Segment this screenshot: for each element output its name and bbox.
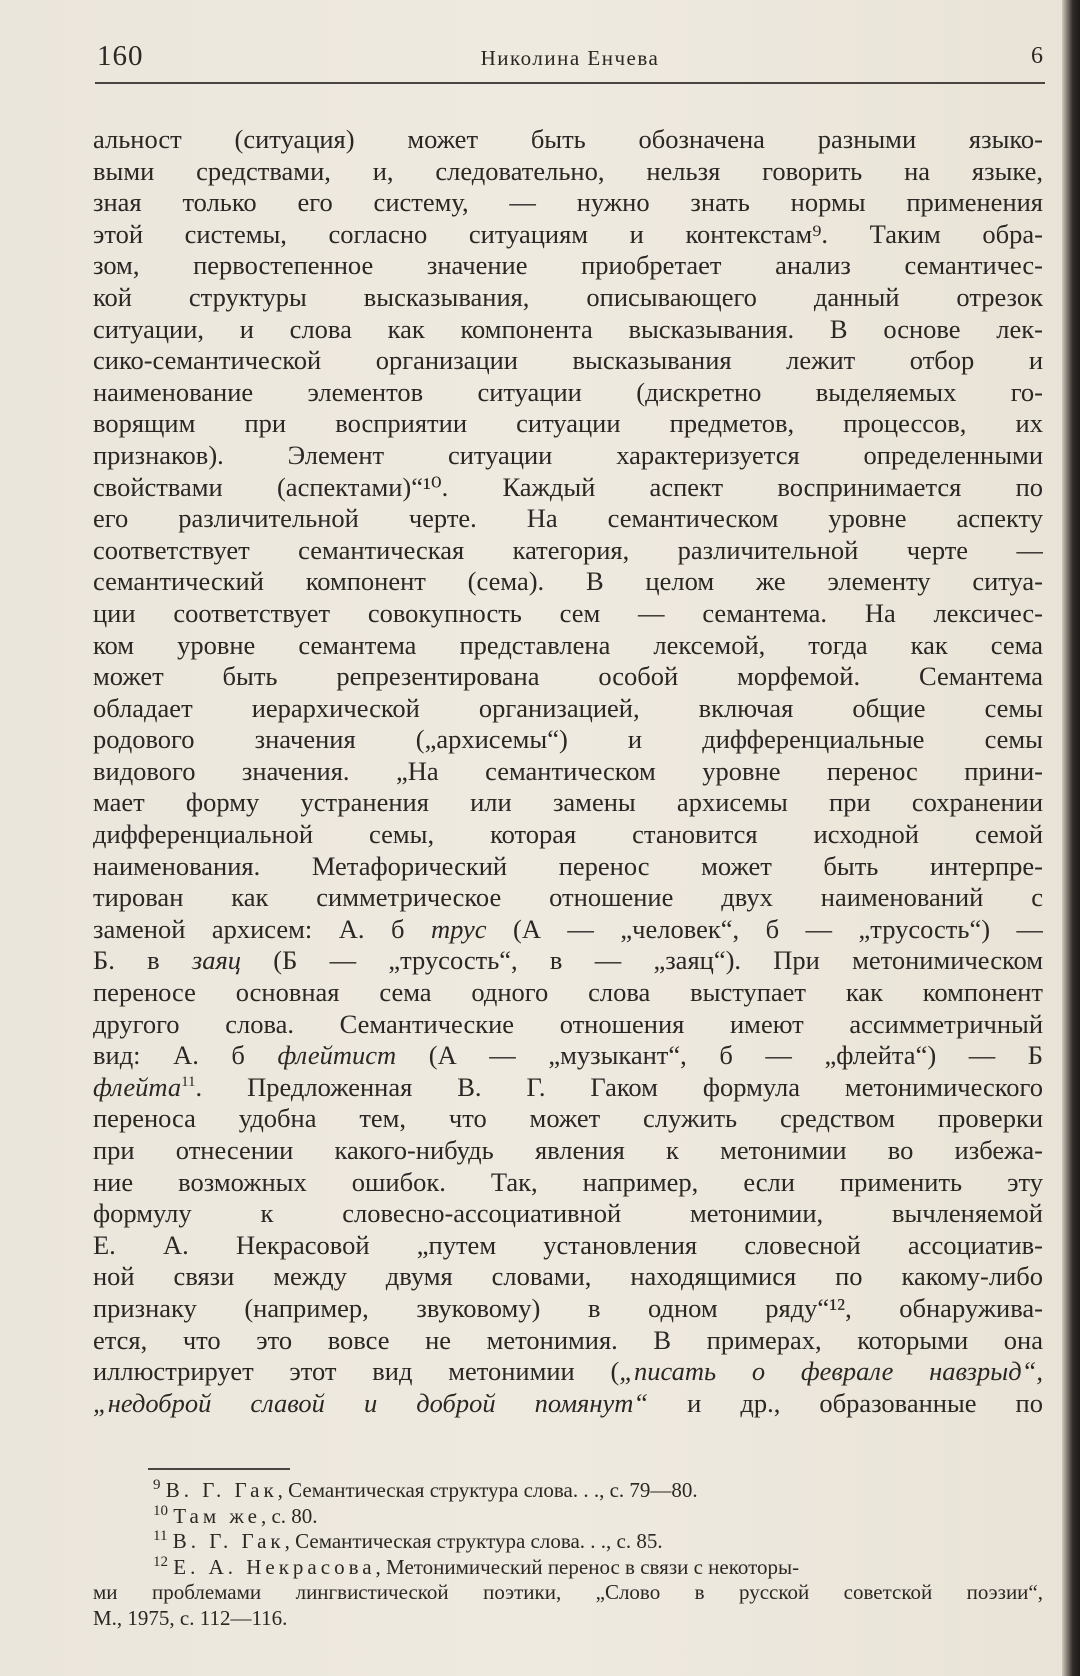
text-line [93,1072,1043,1104]
footnote-9 [93,1478,1043,1504]
text-line: ком уровне семантема представлена лексемой, тогда как сема [93,629,1043,660]
text-line: дифференциальной семы, которая становится исходной семой [93,819,1043,850]
running-header [95,38,1045,84]
text-run: и др., образованные по [648,1387,1043,1418]
text-line [93,914,1043,946]
footnote-separator [148,1468,290,1470]
footnote-author: В. Г. Гак [172,1529,285,1553]
footnote-ref: 11 [181,1073,196,1090]
footnote-number: 12 [153,1553,168,1570]
text-line: обладает иерархической организацией, включая общие семы [93,692,1043,723]
text-line: ции соответствует совокупность сем — семантема. На лексичес- [93,597,1043,628]
text-line: ной связи между двумя словами, находящимися по какому-либо [93,1261,1043,1292]
text-run: Б. в [93,945,192,976]
text-line [93,1040,1043,1072]
footnote-12 [93,1555,1043,1581]
text-line: при отнесении какого-нибудь явления к метонимии во избежа- [93,1135,1043,1165]
footnote-number: 11 [153,1528,168,1544]
section-number: 6 [1031,43,1043,69]
text-line: выми средствами, и, следовательно, нельзя говорить на языке, [93,155,1043,186]
text-line: мает форму устранения или замены архисемы при сохранении [93,787,1043,818]
footnote-11 [93,1529,1043,1555]
text-line: может быть репрезентирована особой морфемой. Семантема [93,661,1043,692]
text-line: ние возможных ошибок. Так, например, если применить эту [93,1166,1043,1197]
text-line: формулу к словесно-ассоциативной метонимии, вычленяемой [93,1198,1043,1229]
text-run: (А — „человек“, б — „трусость“) — [486,913,1043,944]
example-word: заяц [191,945,242,976]
text-line: переноса удобна тем, что может служить средством проверки [93,1103,1043,1134]
text-line: тирован как симметрическое отношение двух наименований с [93,882,1043,913]
footnote-number: 10 [153,1502,168,1519]
footnote-number: 9 [153,1477,161,1493]
text-line: свойствами (аспектами)“¹⁰. Каждый аспект воспринимается по [93,471,1043,502]
text-line: сико-семантической организации высказывания лежит отбор и [93,345,1043,376]
footnote-text: , Семантическая структура слова. . ., с. 79—80. [277,1478,698,1502]
text-line: кой структуры высказывания, описывающего данный отрезок [93,281,1043,312]
text-run: (А — „музыкант“, б — „флейта“) — Б [396,1040,1043,1071]
text-line: наименование элементов ситуации (дискретно выделяемых го- [93,376,1043,407]
text-run: вид: А. б [93,1040,278,1071]
text-line: его различительной черте. На семантическом уровне аспекту [93,503,1043,534]
text-line: соответствует семантическая категория, различительной черте — [93,534,1043,565]
text-line [93,1356,1043,1388]
example-word: флейта [93,1071,182,1102]
text-line: ворящим при восприятии ситуации предметов, процессов, их [93,408,1043,439]
text-run: . Предложенная В. Г. Гаком формула метонимического [195,1071,1043,1102]
text-line: ситуации, и слова как компонента высказывания. В основе лек- [93,313,1043,344]
text-run: иллюстрирует этот вид метонимии ( [93,1356,620,1387]
text-line: признаков). Элемент ситуации характеризуется определенными [93,439,1043,470]
text-line: зом, первостепенное значение приобретает анализ семантичес- [93,250,1043,281]
example-quote: „недоброй славой и доброй помянут“ [93,1387,649,1418]
footnote-author: Е. А. Некрасова [173,1554,376,1579]
text-run: (Б — „трусость“, в — „заяц“). При метонимическом [241,945,1043,976]
footnote-text: , Семантическая структура слова. . ., с. 85. [284,1529,663,1553]
text-line: семантический компонент (сема). В целом же элементу ситуа- [93,566,1043,597]
text-line: наименования. Метафорический перенос может быть интерпре- [93,850,1043,881]
footnote-12-continued: ми проблемами лингвистической поэтики, „Слово в русской советской поэзии“, [93,1580,1043,1604]
text-line: другого слова. Семантические отношения имеют ассимметричный [93,1008,1043,1039]
page-number: 160 [97,40,144,72]
example-quote: „писать о феврале навзрыд“, [619,1356,1043,1387]
text-line: альност (ситуация) может быть обозначена разными языко- [93,124,1043,154]
text-line [93,945,1043,977]
text-line: признаку (например, звуковому) в одном ряду“¹², обнаружива- [93,1292,1043,1323]
text-line [93,1388,1043,1420]
footnote-author: Там же [173,1503,261,1528]
text-line: переносе основная сема одного слова выступает как компонент [93,977,1043,1008]
example-word: флейтист [277,1040,397,1071]
text-line: родового значения („архисемы“) и дифференциальные семы [93,724,1043,755]
example-word: трус [430,913,487,944]
text-line: зная только его систему, — нужно знать нормы применения [93,187,1043,218]
text-line: видового значения. „На семантическом уровне перенос прини- [93,755,1043,786]
body-text [93,124,1043,1419]
text-line: Е. А. Некрасовой „путем установления словесной ассоциатив- [93,1229,1043,1260]
footnote-text: , Метонимический перенос в связи с некоторы- [375,1554,800,1579]
book-spine-shadow [1062,0,1080,1676]
footnote-10 [93,1504,1043,1530]
text-line: ется, что это вовсе не метонимия. В примерах, которыми она [93,1324,1043,1355]
text-run: заменой архисем: А. б [93,913,431,944]
footnote-text: , с. 80. [260,1503,318,1528]
footnote-author: В. Г. Гак [165,1478,278,1502]
running-head-author: Николина Енчева [480,46,660,70]
footnote-12-continued: М., 1975, с. 112—116. [93,1605,288,1630]
footnotes [93,1478,1043,1631]
text-line: этой системы, согласно ситуациям и контекстам⁹. Таким обра- [93,218,1043,249]
